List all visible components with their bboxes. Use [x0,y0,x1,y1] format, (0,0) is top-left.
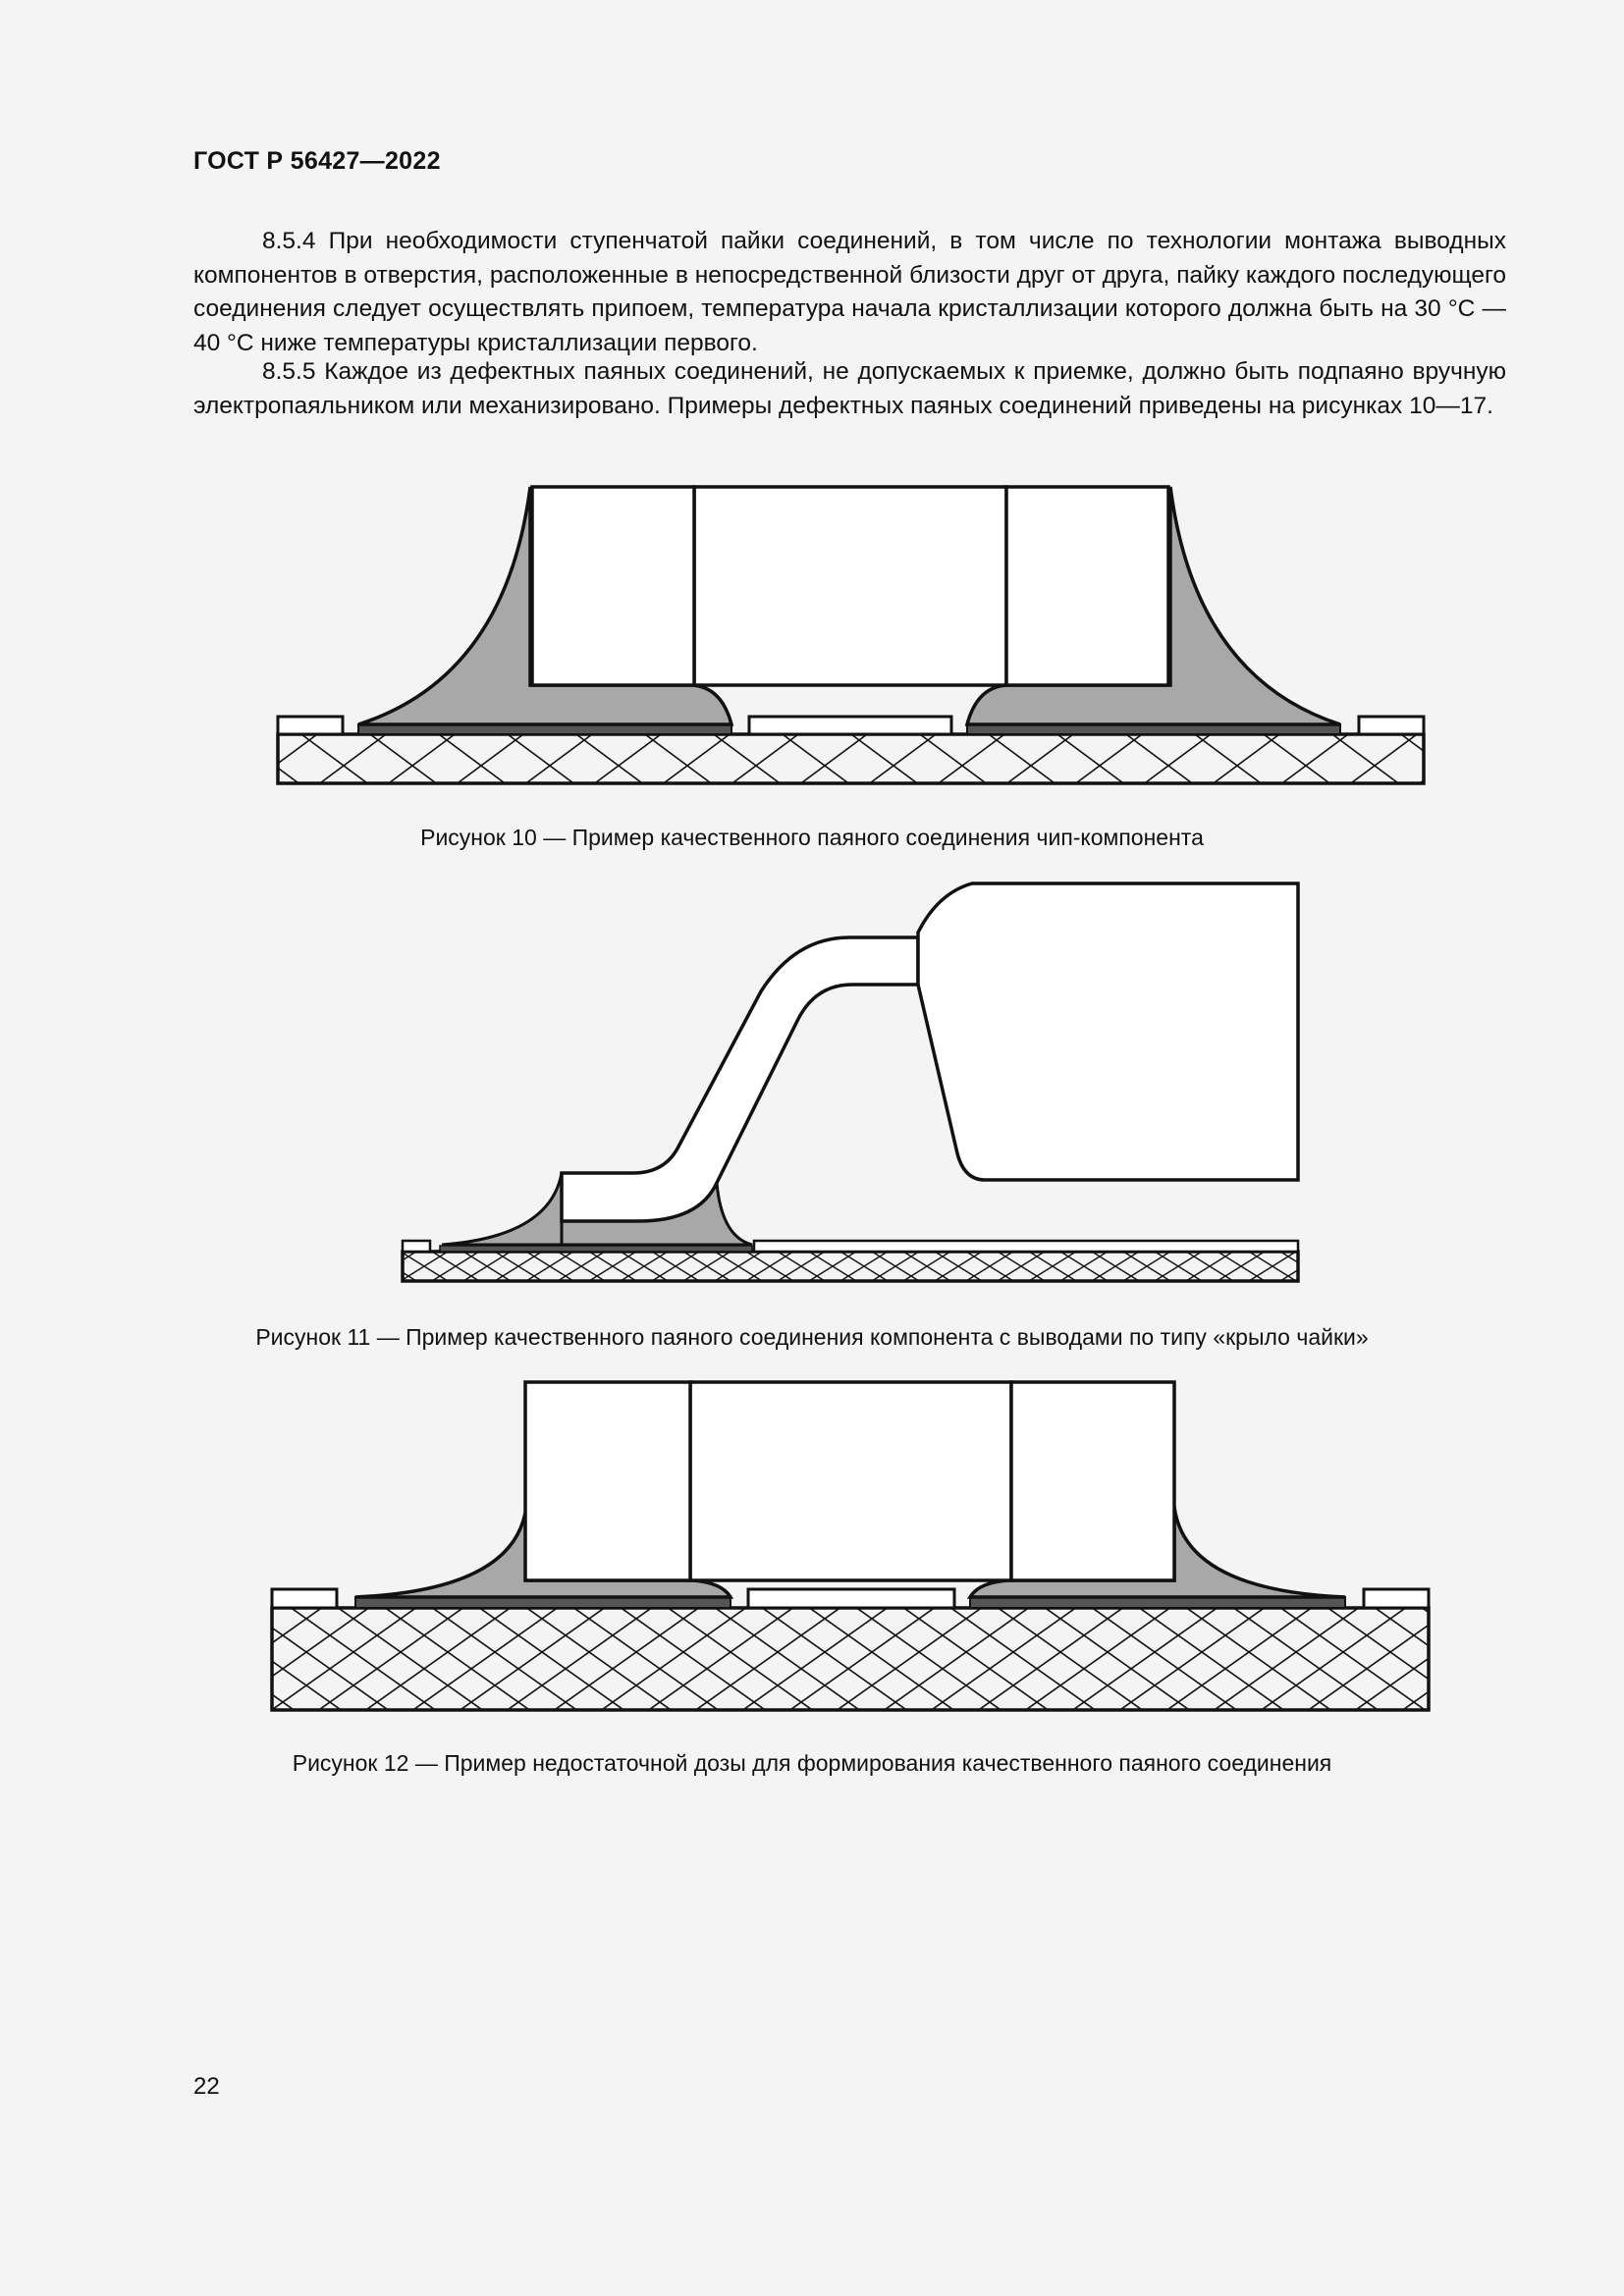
page-number: 22 [193,2073,220,2100]
chip-terminal-right [1006,487,1168,685]
paragraph-8-5-4: 8.5.4 При необходимости ступенчатой пайки соединений, в том числе по технологии монтажа выводных компонентов в отверстия, расположенные в непосредственной близости друг от друга, пайку каждого последующего соединения следует осуществлять припоем, температура начала кристаллизации которого должна быть на 30 °C — 40 °C ниже температуры кристаллизации первого. [193,228,1506,356]
pcb-board [403,1252,1298,1281]
solder-mask-right [1364,1589,1429,1608]
chip-terminal-left [525,1382,690,1580]
solder-mask-left [272,1589,337,1608]
figure-12-drawing [255,1364,1453,1728]
pcb-board [272,1608,1429,1710]
solder-mask-left [403,1241,430,1252]
gull-wing-lead [562,937,918,1221]
chip-terminal-right [1011,1382,1174,1580]
pcb-board [278,734,1424,783]
solder-fillet-toe [442,1173,562,1245]
figure-12-caption: Рисунок 12 — Пример недостаточной дозы для формирования качественного паяного соединения [292,1750,1332,1776]
chip-terminal-left [532,487,694,685]
chip-body [690,1382,1011,1580]
figure-11-drawing [393,874,1316,1286]
solder-mask-right [1359,717,1424,734]
figure-11-caption: Рисунок 11 — Пример качественного паяного соединения компонента с выводами по типу «крыло чайки» [255,1324,1369,1350]
solder-mask-center [749,717,951,734]
solder-mask-right [754,1241,1298,1252]
paragraph-8-5-5: 8.5.5 Каждое из дефектных паяных соединений, не допускаемых к приемке, должно быть подпаяно вручную электропаяльником или механизировано. Примеры дефектных паяных соединений приведены на рисунках 10—17. [193,358,1506,419]
figure-10-drawing [265,471,1443,805]
solder-mask-left [278,717,343,734]
component-body [918,883,1298,1180]
solder-mask-center [748,1589,954,1608]
pad [440,1246,752,1252]
figure-10-caption: Рисунок 10 — Пример качественного паяного соединения чип-компонента [420,825,1204,850]
chip-body [694,487,1006,685]
document-header: ГОСТ Р 56427—2022 [193,147,441,175]
